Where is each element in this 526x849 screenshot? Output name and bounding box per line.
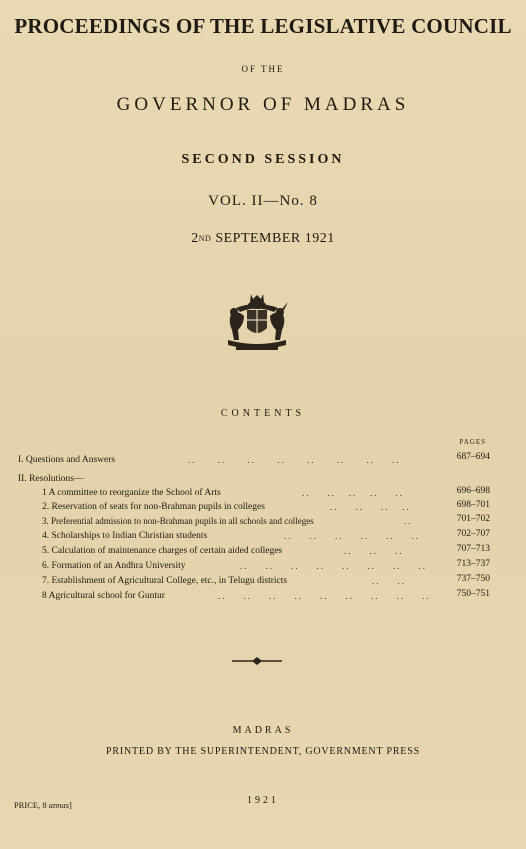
date-day: 2	[191, 231, 199, 246]
royal-coat-of-arms-icon	[222, 292, 292, 354]
entry-label: 5. Calculation of maintenance charges of certain aided colleges	[42, 546, 283, 556]
imprint-place: MADRAS	[232, 725, 294, 736]
entry-pages: 701–702	[456, 514, 490, 524]
entry-pages: 707–713	[456, 544, 490, 554]
entry-pages: 713–737	[456, 559, 490, 569]
entry-pages: 696–698	[456, 486, 490, 496]
volume-number: VOL. II—No. 8	[208, 193, 318, 209]
issue-date	[0, 231, 526, 247]
contents-heading: CONTENTS	[220, 408, 306, 419]
price-label: PRICE, 8	[14, 800, 47, 810]
leader-dots: ..	[404, 516, 413, 526]
entry-pages: 737–750	[456, 574, 490, 584]
of-the-line: OF THE	[241, 64, 285, 74]
leader-dots: .. .. .. ..	[330, 502, 411, 512]
entry-label: 6. Formation of an Andhra University	[42, 561, 186, 571]
entry-label: II. Resolutions—	[18, 474, 84, 484]
entry-pages: 687–694	[456, 452, 490, 462]
leader-dots: .. .. .. .. ..	[302, 488, 404, 498]
entry-label: I. Questions and Answers	[18, 455, 116, 465]
governor-line: GOVERNOR OF MADRAS	[116, 94, 410, 115]
leader-dots: .. .. .. .. .. ..	[284, 531, 420, 541]
price-unit: annas	[48, 800, 70, 810]
entry-label: 1 A committee to reorganize the School of Arts	[42, 488, 221, 498]
date-month-year: SEPTEMBER 1921	[211, 231, 335, 246]
date-suffix: ND	[198, 234, 212, 243]
entry-label: 8 Agricultural school for Guntur	[42, 591, 165, 601]
price-note: PRICE, 8 annas]	[14, 800, 72, 810]
entry-label: 2. Reservation of seats for non-Brahman pupils in colleges	[42, 502, 265, 512]
entry-pages: 750–751	[456, 589, 490, 599]
imprint-year: 1921	[247, 795, 279, 806]
entry-label: 7. Establishment of Agricultural College, etc., in Telugu districts	[42, 576, 288, 586]
entry-pages: 702–707	[456, 529, 490, 539]
imprint-printer: PRINTED BY THE SUPERINTENDENT, GOVERNMENT PRESS	[106, 746, 420, 757]
pages-column-heading: PAGES	[459, 438, 486, 446]
entry-label: 3. Preferential admission to non-Brahman pupils in all schools and colleges	[42, 516, 314, 526]
leader-dots: .. .. .. .. .. .. .. .. ..	[218, 591, 431, 601]
leader-dots: .. ..	[372, 576, 406, 586]
ornamental-rule-icon	[230, 655, 284, 667]
leader-dots: .. .. .. .. .. .. .. ..	[188, 455, 401, 465]
entry-label: 4. Scholarships to Indian Christian students	[42, 531, 208, 541]
document-title: PROCEEDINGS OF THE LEGISLATIVE COUNCIL	[14, 14, 512, 38]
session-heading: SECOND SESSION	[181, 152, 345, 167]
entry-pages: 698–701	[456, 500, 490, 510]
leader-dots: .. .. .. .. .. .. .. ..	[240, 561, 427, 571]
leader-dots: .. .. ..	[344, 546, 404, 556]
